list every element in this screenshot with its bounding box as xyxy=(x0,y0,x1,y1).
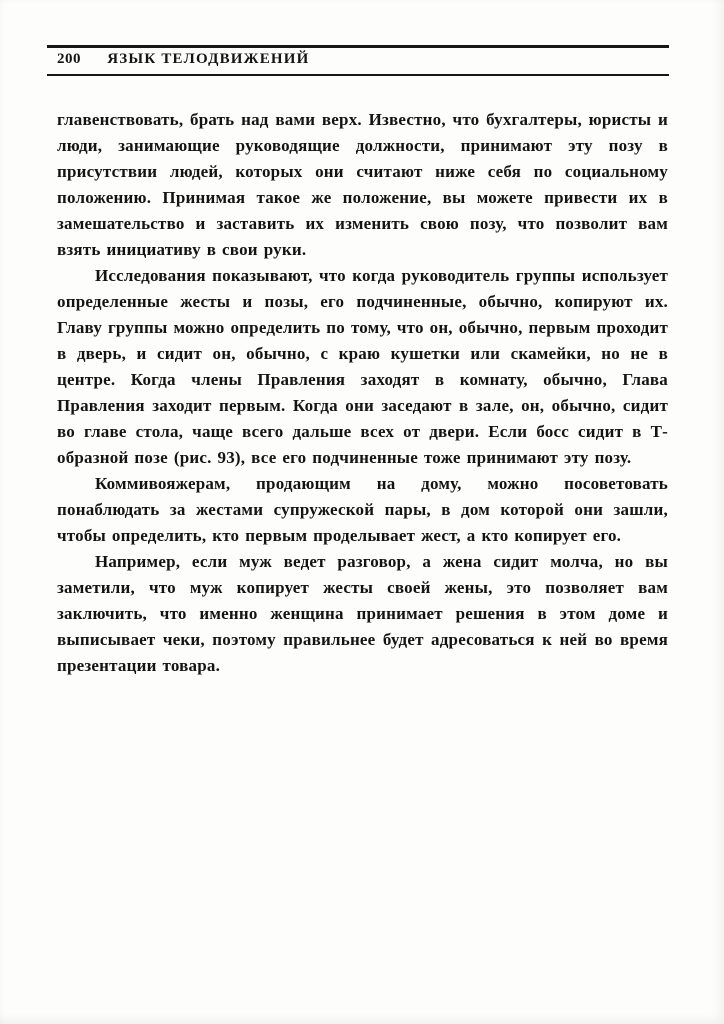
paragraph: Исследования показывают, что когда руководитель группы использует определенные жесты и позы, его подчиненные, обычно, копируют их. Главу группы можно определить по тому, что он, обычно, первым проходит в дверь, и сидит он, обычно, с краю кушетки или скамейки, но не в центре. Когда члены Правления заходят в комнату, обычно, Глава Правления заходит первым. Когда они заседают в зале, он, обычно, сидит во главе стола, чаще всего дальше всех от двери. Если босс сидит в Т-образной позе (рис. 93), все его подчиненные тоже принимают эту позу. xyxy=(57,266,668,467)
page-number: 200 xyxy=(57,51,81,67)
running-title: ЯЗЫК ТЕЛОДВИЖЕНИЙ xyxy=(107,51,310,67)
running-head xyxy=(57,51,310,68)
header-rule-top xyxy=(47,45,669,48)
paragraph: главенствовать, брать над вами верх. Известно, что бухгалтеры, юристы и люди, занимающие руководящие должности, принимают эту позу в присутствии людей, которых они считают ниже себя по социальному положению. Принимая такое же положение, вы можете привести их в замешательство и заставить их изменить свою позу, что позволит вам взять инициативу в свои руки. xyxy=(57,110,668,259)
page-body xyxy=(57,107,668,679)
paragraph: Например, если муж ведет разговор, а жена сидит молча, но вы заметили, что муж копирует жесты своей жены, это позволяет вам заключить, что именно женщина принимает решения в этом доме и выписывает чеки, поэтому правильнее будет адресоваться к ней во время презентации товара. xyxy=(57,552,668,675)
paragraph: Коммивояжерам, продающим на дому, можно посоветовать понаблюдать за жестами супружеской пары, в дом которой они зашли, чтобы определить, кто первым проделывает жест, а кто копирует его. xyxy=(57,474,668,545)
header-rule-bottom xyxy=(47,74,669,76)
